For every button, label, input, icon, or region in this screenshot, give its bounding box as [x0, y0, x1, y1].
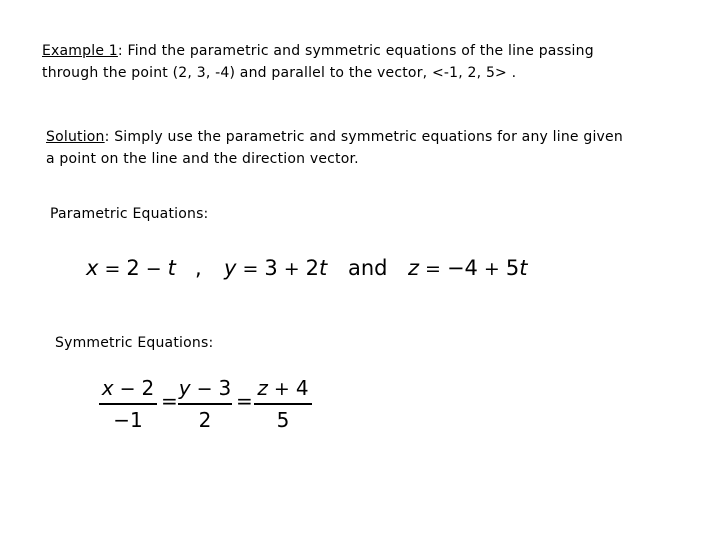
y-offset: 3	[218, 376, 232, 400]
z-constant: −4	[446, 256, 478, 280]
solution-label: Solution	[46, 129, 105, 145]
fraction-bar	[99, 403, 157, 405]
t-parameter: t	[519, 256, 528, 280]
solution-text-line1: : Simply use the parametric and symmetric equations for any line given	[104, 129, 623, 145]
z-offset: 4	[295, 376, 309, 400]
fraction-numerator	[175, 376, 236, 401]
equation-separator: ,	[195, 256, 202, 280]
equals-sign: =	[242, 258, 259, 280]
plus-operator: +	[483, 258, 500, 280]
fraction-denominator: 5	[276, 407, 290, 432]
x-constant: 2	[126, 256, 140, 280]
example-label: Example 1	[42, 43, 118, 59]
parametric-equation-x	[86, 255, 176, 282]
symmetric-fraction-y	[178, 376, 232, 432]
z-variable: z	[257, 376, 268, 400]
parametric-equation-z	[408, 255, 527, 282]
equals-sign: =	[104, 258, 121, 280]
symmetric-heading: Symmetric Equations:	[55, 335, 214, 351]
minus-operator: −	[145, 258, 162, 280]
x-offset: 2	[141, 376, 155, 400]
fraction-bar	[254, 403, 312, 405]
y-coefficient: 2	[305, 256, 320, 280]
solution-statement	[46, 126, 726, 170]
fraction-denominator: 2	[198, 407, 212, 432]
y-variable: y	[224, 256, 237, 280]
plus-operator: +	[283, 258, 300, 280]
minus-operator: −	[119, 378, 136, 400]
plus-operator: +	[273, 378, 290, 400]
example-text-line2: through the point (2, 3, -4) and parallel to the vector, <-1, 2, 5> .	[42, 65, 517, 81]
x-variable: x	[101, 376, 114, 400]
minus-operator: −	[196, 378, 213, 400]
parametric-heading: Parametric Equations:	[50, 206, 209, 222]
z-coefficient: 5	[505, 256, 520, 280]
symmetric-fraction-x	[99, 376, 157, 432]
z-variable: z	[408, 256, 420, 280]
equals-sign: =	[236, 389, 253, 413]
fraction-numerator	[98, 376, 159, 401]
equals-sign: =	[161, 389, 178, 413]
equals-sign: =	[425, 258, 441, 280]
example-text-line1: : Find the parametric and symmetric equations of the line passing	[117, 43, 594, 59]
t-parameter: t	[319, 256, 328, 280]
parametric-equation-y	[224, 255, 327, 282]
fraction-bar	[178, 403, 232, 405]
symmetric-fraction-z	[254, 376, 312, 432]
t-parameter: t	[167, 256, 176, 280]
fraction-numerator	[253, 376, 312, 401]
example-statement	[42, 40, 722, 84]
fraction-denominator: −1	[113, 407, 143, 432]
solution-text-line2: a point on the line and the direction vector.	[46, 151, 359, 167]
y-constant: 3	[264, 256, 278, 280]
y-variable: y	[178, 376, 191, 400]
x-variable: x	[86, 256, 99, 280]
and-word: and	[348, 256, 388, 280]
